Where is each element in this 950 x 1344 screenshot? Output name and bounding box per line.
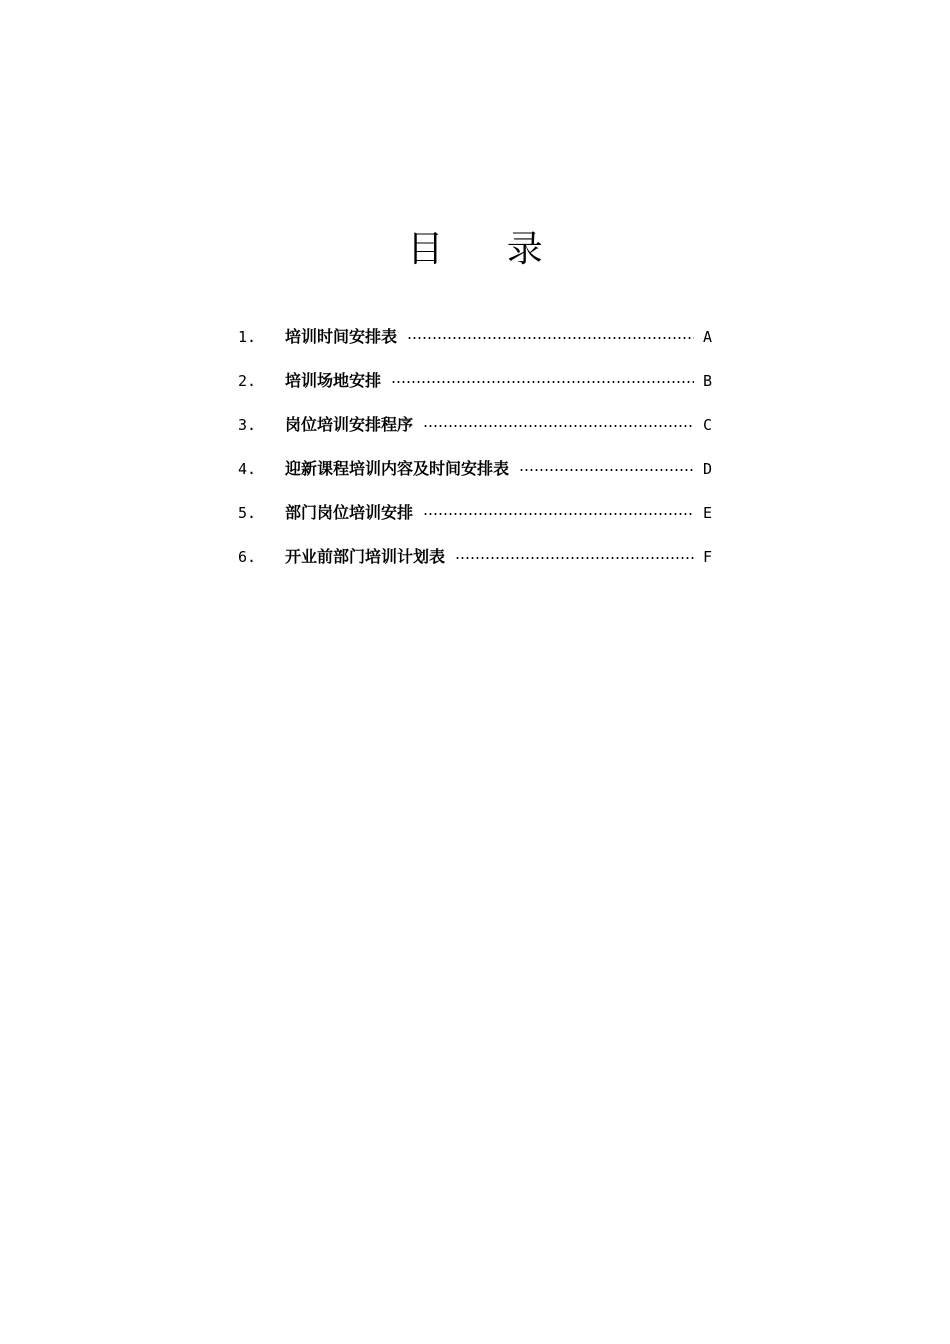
toc-entry-label: 开业前部门培训计划表 [285,547,446,566]
toc-dot-leader [455,557,694,559]
toc-entry-number: 2. [238,372,257,390]
toc-dot-leader [519,469,694,471]
toc-entry-1[interactable] [238,322,712,352]
toc-entry-number: 6. [238,548,257,566]
toc-entry-page: F [702,548,712,566]
toc-entry-label: 岗位培训安排程序 [285,415,414,434]
toc-entry-number: 3. [238,416,257,434]
table-of-contents [238,322,712,586]
toc-entry-5[interactable] [238,498,712,528]
toc-entry-4[interactable] [238,454,712,484]
toc-entry-page: B [702,372,712,390]
toc-entry-label: 部门岗位培训安排 [285,503,414,522]
toc-entry-6[interactable] [238,542,712,572]
toc-entry-number: 4. [238,460,257,478]
toc-dot-leader [423,425,694,427]
toc-entry-page: A [702,328,712,346]
toc-entry-page: C [702,416,712,434]
toc-dot-leader [407,337,694,339]
toc-entry-page: D [702,460,712,478]
toc-dot-leader [391,381,694,383]
toc-entry-number: 5. [238,504,257,522]
toc-entry-3[interactable] [238,410,712,440]
toc-entry-label: 迎新课程培训内容及时间安排表 [285,459,510,478]
toc-entry-label: 培训时间安排表 [285,327,398,346]
toc-entry-page: E [702,504,712,522]
toc-entry-2[interactable] [238,366,712,396]
toc-entry-label: 培训场地安排 [285,371,382,390]
toc-dot-leader [423,513,694,515]
page-title: 目 录 [407,229,569,270]
toc-entry-number: 1. [238,328,257,346]
